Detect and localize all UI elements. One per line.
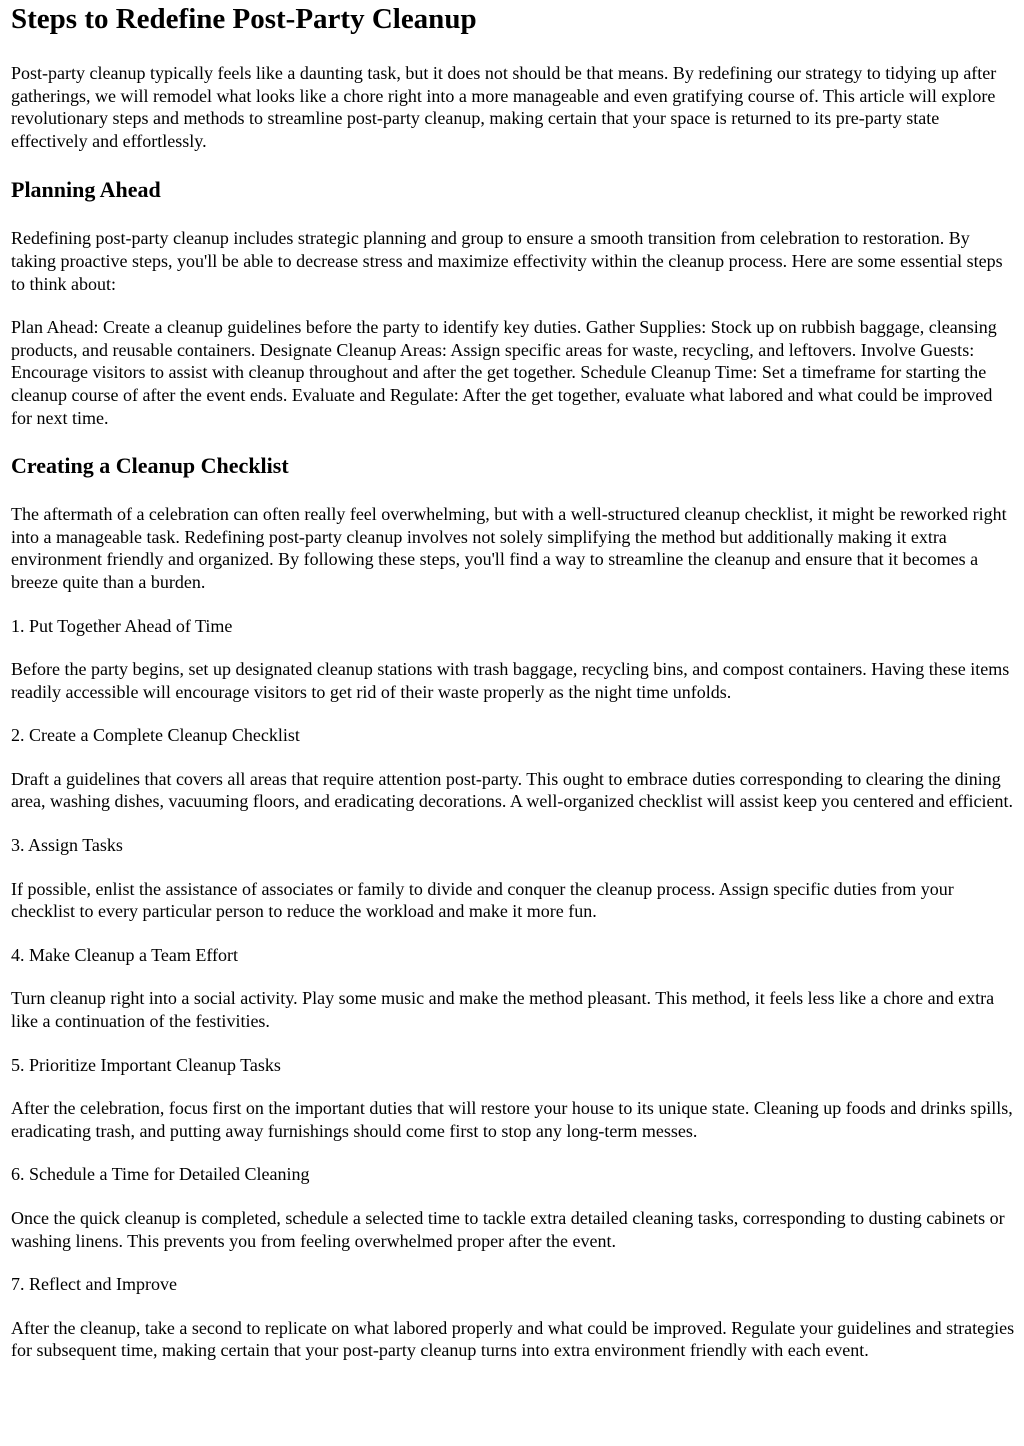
step-title: 3. Assign Tasks <box>11 835 123 856</box>
step-title: 4. Make Cleanup a Team Effort <box>11 944 239 965</box>
checklist-intro-paragraph: The aftermath of a celebration can often really feel overwhelming, but with a well-structured cleanup checklist, it might be reworked right into a manageable task. Redefining post-party cleanup involves not solely simplifying the method but additionally making it extra environment friendly and organized. By following these steps, you'll find a way to streamline the cleanup and ensure that it becomes a breeze quite than a burden. <box>11 504 1007 592</box>
step-body: Turn cleanup right into a social activity. Play some music and make the method pleasant. This method, it feels less like a chore and extra like a continuation of the festivities. <box>11 988 995 1032</box>
step-body: Before the party begins, set up designated cleanup stations with trash baggage, recycling bins, and compost containers. Having these items readily accessible will encourage visitors to get rid of their waste properly as the night time unfolds. <box>11 659 1010 702</box>
step-body: If possible, enlist the assistance of associates or family to divide and conquer the cleanup process. Assign specific duties from your checklist to every particular person to reduce the workload and make it more fun. <box>11 878 954 922</box>
intro-paragraph: Post-party cleanup typically feels like a daunting task, but it does not should be that means. By redefining our strategy to tidying up after gatherings, we will remodel what looks like a chore right into a more manageable and even gratifying course of. This article will explore revolutionary steps and methods to streamline post-party cleanup, making certain that your space is returned to its pre-party state effectively and effortlessly. <box>11 63 997 151</box>
step-body: After the cleanup, take a second to replicate on what labored properly and what could be improved. Regulate your guidelines and strategies for subsequent time, making certain that your post-party cleanup turns into extra environment friendly with each event. <box>11 1317 1015 1361</box>
step-title: 2. Create a Complete Cleanup Checklist <box>11 725 300 746</box>
step-body: Draft a guidelines that covers all areas that require attention post-party. This ought to embrace duties corresponding to clearing the dining area, washing dishes, vacuuming floors, and eradicating decorations. A well-organized checklist will assist keep you centered and efficient. <box>11 768 1014 812</box>
step-title: 1. Put Together Ahead of Time <box>11 615 233 636</box>
section-heading-cleanup-checklist: Creating a Cleanup Checklist <box>11 453 289 479</box>
step-body: Once the quick cleanup is completed, schedule a selected time to tackle extra detailed cleaning tasks, corresponding to dusting cabinets or washing linens. This prevents you from feeling overwhelmed proper after the event. <box>11 1208 1005 1251</box>
step-title: 7. Reflect and Improve <box>11 1274 177 1295</box>
step-title: 6. Schedule a Time for Detailed Cleaning <box>11 1164 310 1185</box>
planning-steps-paragraph: Plan Ahead: Create a cleanup guidelines before the party to identify key duties. Gather Supplies: Stock up on rubbish baggage, cleansing products, and reusable containers. Designate Cleanup Areas: Assign specific areas for waste, recycling, and leftovers. Involve Guests: Encourage visitors to assist with cleanup throughout and after the get together. Schedule Cleanup Time: Set a timeframe for starting the cleanup course of after the event ends. Evaluate and Regulate: After the get together, evaluate what labored and what could be improved for next time. <box>11 317 997 428</box>
planning-paragraph: Redefining post-party cleanup includes strategic planning and group to ensure a smooth transition from celebration to restoration. By taking proactive steps, you'll be able to decrease stress and maximize effectivity within the cleanup process. Here are some essential steps to think about: <box>11 228 1003 294</box>
page-title: Steps to Redefine Post-Party Cleanup <box>11 3 477 35</box>
section-heading-planning-ahead: Planning Ahead <box>11 177 161 203</box>
step-body: After the celebration, focus first on the important duties that will restore your house to its unique state. Cleaning up foods and drinks spills, eradicating trash, and putting away furnishings should come first to stop any long-term messes. <box>11 1098 1013 1141</box>
step-title: 5. Prioritize Important Cleanup Tasks <box>11 1054 281 1075</box>
